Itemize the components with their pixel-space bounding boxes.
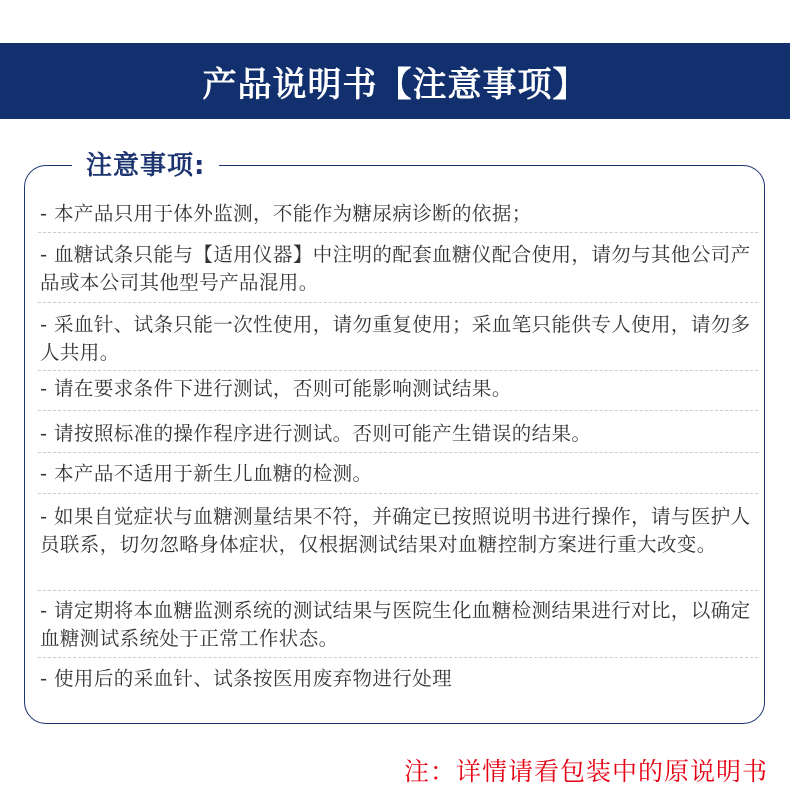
notice-item: - 血糖试条只能与【适用仪器】中注明的配套血糖仪配合使用，请勿与其他公司产品或本公司其他型号产品混用。 (40, 243, 751, 294)
notice-item: - 采血针、试条只能一次性使用，请勿重复使用；采血笔只能供专人使用，请勿多人共用。 (40, 313, 751, 364)
notice-item: - 使用后的采血针、试条按医用废弃物进行处理 (40, 667, 453, 690)
divider (38, 590, 758, 591)
divider (38, 452, 758, 453)
divider (38, 410, 758, 411)
divider (38, 370, 758, 371)
notice-item: - 本产品只用于体外监测，不能作为糖尿病诊断的依据； (40, 202, 532, 225)
footnote: 注：详情请看包装中的原说明书 (403, 757, 768, 786)
divider (38, 657, 758, 658)
title-banner (0, 43, 790, 119)
divider (38, 232, 758, 233)
divider (38, 302, 758, 303)
page-title: 产品说明书【注意事项】 (202, 64, 588, 105)
notice-item: - 本产品不适用于新生儿血糖的检测。 (40, 462, 373, 485)
notice-item: - 请定期将本血糖监测系统的测试结果与医院生化血糖检测结果进行对比，以确定血糖测试系统处于正常工作状态。 (40, 599, 751, 650)
notice-item: - 请按照标准的操作程序进行测试。否则可能产生错误的结果。 (40, 422, 592, 445)
notice-heading: 注意事项: (72, 146, 219, 186)
notice-item: - 请在要求条件下进行测试，否则可能影响测试结果。 (40, 377, 512, 400)
notice-item: - 如果自觉症状与血糖测量结果不符，并确定已按照说明书进行操作，请与医护人员联系，切勿忽略身体症状，仅根据测试结果对血糖控制方案进行重大改变。 (40, 505, 751, 556)
divider (38, 493, 758, 494)
